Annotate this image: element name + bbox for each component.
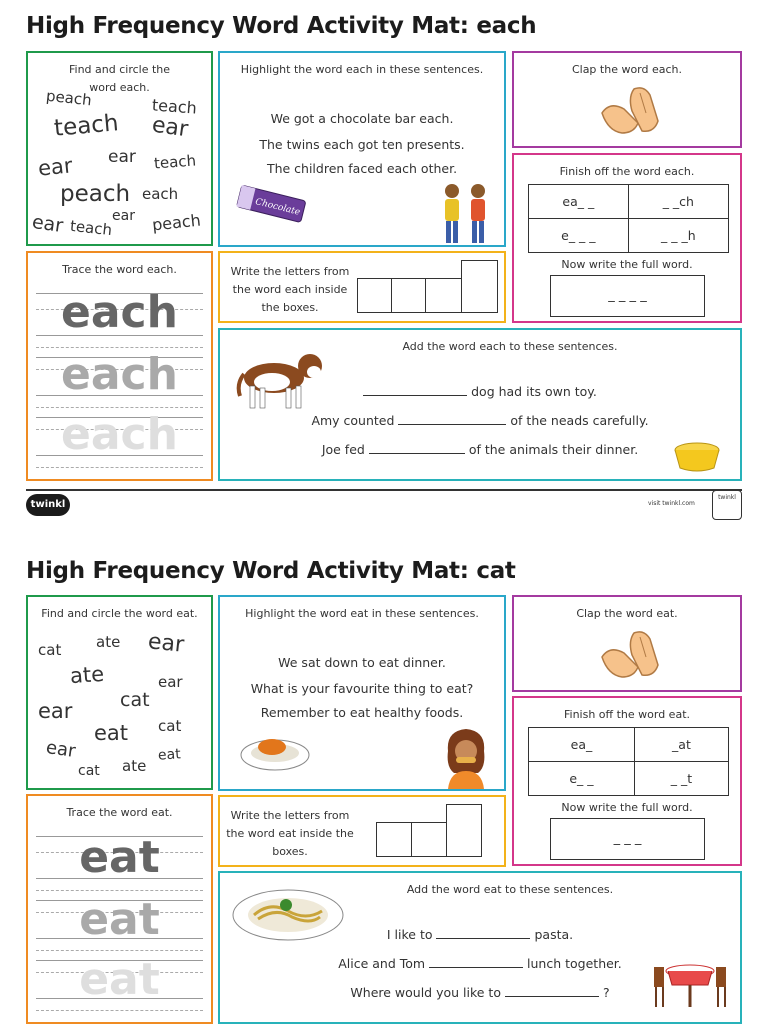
finish-cell[interactable]: e_ _ _ xyxy=(529,219,629,253)
mat1-highlight-instruction: Highlight the word each in these sentences. xyxy=(240,63,484,76)
word-7[interactable]: peach xyxy=(60,181,131,207)
mat1-finish-table xyxy=(528,184,729,253)
mat2-now-write: Now write the full word. xyxy=(561,801,693,814)
mat2-highlight-instruction: Highlight the word eat in these sentences. xyxy=(245,607,479,620)
mat2-add-instruction: Add the word eat to these sentences. xyxy=(406,883,614,896)
finish-cell[interactable]: e_ _ xyxy=(529,762,635,796)
mat2-sentence-3[interactable]: Remember to eat healthy foods. xyxy=(260,705,464,720)
answer-blank[interactable] xyxy=(436,938,530,939)
twins-icon xyxy=(438,181,494,247)
word-4[interactable]: ear xyxy=(36,153,74,181)
mat2-letters-instruction: Write the letters from the word eat inside the boxes. xyxy=(226,809,354,858)
mat1-find-instruction: Find and circle the word each. xyxy=(68,63,171,94)
mat2-finish-table xyxy=(528,727,729,796)
mat2-clap-instruction: Clap the word eat. xyxy=(576,607,678,620)
mat1-sentence-2[interactable]: The twins each got ten presents. xyxy=(259,137,465,152)
mat1-sentence-3[interactable]: The children faced each other. xyxy=(266,161,458,176)
mat1-add-s2-after: of the neads carefully. xyxy=(510,413,649,428)
mat1-title: High Frequency Word Activity Mat: each xyxy=(26,13,537,39)
mat2-highlight-panel xyxy=(218,595,506,791)
finish-cell[interactable]: ea_ _ xyxy=(529,185,629,219)
word-10[interactable]: eat xyxy=(157,746,182,764)
letter-box-4[interactable] xyxy=(461,260,498,313)
word-0[interactable]: peach xyxy=(45,86,93,110)
word-5[interactable]: ear xyxy=(108,147,136,167)
mat1-add-s3-after: of the animals their dinner. xyxy=(468,442,639,457)
trace-word-light[interactable]: each xyxy=(61,409,178,460)
word-12[interactable]: ate xyxy=(122,757,147,775)
trace-word-light[interactable]: eat xyxy=(79,954,160,1005)
letter-box-2[interactable] xyxy=(411,822,447,857)
word-9[interactable]: ear xyxy=(44,737,77,762)
word-6[interactable]: ear xyxy=(38,699,73,723)
mat2-add-sentence-1 xyxy=(220,927,740,942)
mat2-add-s3-before: Where would you like to xyxy=(350,985,501,1000)
letter-box-3[interactable] xyxy=(425,278,462,313)
finish-cell[interactable]: _ _ch xyxy=(628,185,728,219)
word-7[interactable]: eat xyxy=(94,721,129,745)
mat1-trace-instruction: Trace the word each. xyxy=(62,263,177,276)
mat2-add-s2-before: Alice and Tom xyxy=(338,956,426,971)
chocolate-bar-icon xyxy=(234,181,310,229)
word-8[interactable]: each xyxy=(142,185,179,203)
mat2-add-s1-after: pasta. xyxy=(534,927,574,942)
mat1-add-s3-before: Joe fed xyxy=(321,442,365,457)
answer-blank[interactable] xyxy=(369,453,465,454)
word-11[interactable]: cat xyxy=(78,763,100,779)
answer-blank[interactable] xyxy=(363,395,467,396)
mat1-add-s1-after: dog had its own toy. xyxy=(471,384,597,399)
trace-word-dark[interactable]: each xyxy=(61,287,178,338)
mat1-highlight-panel xyxy=(218,51,506,247)
mat1-add-instruction: Add the word each to these sentences. xyxy=(402,340,618,353)
mat2-sentence-1[interactable]: We sat down to eat dinner. xyxy=(278,655,446,670)
mat1-add-s2-before: Amy counted xyxy=(311,413,395,428)
mat2-sentence-2[interactable]: What is your favourite thing to eat? xyxy=(250,681,474,696)
letter-box-1[interactable] xyxy=(357,278,392,313)
word-6[interactable]: teach xyxy=(153,151,197,173)
mat1-add-sentence-3 xyxy=(220,442,740,457)
footer-divider xyxy=(26,489,742,491)
word-12[interactable]: peach xyxy=(151,210,202,235)
letter-box-1[interactable] xyxy=(376,822,412,857)
mat2-letters-panel xyxy=(218,795,506,867)
mat1-clap-instruction: Clap the word each. xyxy=(571,63,683,76)
twinkl-logo[interactable]: twinkl xyxy=(26,494,70,516)
mat2-finish-panel xyxy=(512,696,742,866)
mat2-trace-panel xyxy=(26,794,213,1024)
mat1-trace-panel xyxy=(26,251,213,481)
word-3[interactable]: ear xyxy=(150,112,190,143)
word-9[interactable]: ear xyxy=(112,208,135,224)
trace-word-medium[interactable]: each xyxy=(61,349,178,400)
mat1-now-write: Now write the full word. xyxy=(561,258,693,271)
mat2-add-s3-after: ? xyxy=(602,985,610,1000)
mat1-letters-instruction: Write the letters from the word each inside the boxes. xyxy=(230,265,350,314)
clapping-hands-icon xyxy=(594,83,664,139)
answer-blank[interactable] xyxy=(429,967,523,968)
word-3[interactable]: ate xyxy=(69,661,105,689)
chocolate-label: Chocolate xyxy=(254,197,301,218)
quality-badge: twinkl xyxy=(712,490,742,520)
clapping-hands-icon xyxy=(594,627,664,683)
word-4[interactable]: ear xyxy=(158,673,183,691)
mat1-finish-panel xyxy=(512,153,742,323)
mat2-find-instruction: Find and circle the word eat. xyxy=(41,607,198,620)
dog-icon xyxy=(234,344,326,412)
word-5[interactable]: cat xyxy=(120,689,150,711)
answer-blank[interactable] xyxy=(505,996,599,997)
mat1-clap-panel xyxy=(512,51,742,148)
dog-bowl-icon xyxy=(672,440,722,474)
letter-box-3[interactable] xyxy=(446,804,482,857)
word-1[interactable]: teach xyxy=(151,95,198,118)
word-10[interactable]: ear xyxy=(30,210,65,238)
word-11[interactable]: teach xyxy=(69,216,113,240)
finish-cell[interactable]: ea_ xyxy=(529,728,635,762)
food-plate-icon xyxy=(238,731,312,773)
answer-blank[interactable] xyxy=(398,424,506,425)
mat1-sentence-1[interactable]: We got a chocolate bar each. xyxy=(270,111,454,126)
mat2-clap-panel xyxy=(512,595,742,692)
mat2-title: High Frequency Word Activity Mat: cat xyxy=(26,558,516,584)
visit-twinkl-link[interactable]: visit twinkl.com xyxy=(648,500,695,507)
finish-cell[interactable]: _at xyxy=(634,728,728,762)
table-chairs-icon xyxy=(652,955,728,1011)
mat1-full-word-box[interactable]: _ _ _ _ xyxy=(550,275,705,317)
mat2-add-s1-before: I like to xyxy=(386,927,433,942)
letter-box-2[interactable] xyxy=(391,278,426,313)
mat2-find-panel xyxy=(26,595,213,790)
finish-cell[interactable]: _ _t xyxy=(634,762,728,796)
word-2[interactable]: teach xyxy=(52,110,120,142)
mat1-add-sentence-2 xyxy=(220,413,740,428)
word-1[interactable]: ate xyxy=(96,633,121,651)
trace-word-medium[interactable]: eat xyxy=(79,894,160,945)
mat1-letters-panel xyxy=(218,251,506,323)
mat1-add-sentence-1 xyxy=(220,384,740,399)
mat2-add-s2-after: lunch together. xyxy=(527,956,622,971)
mat2-finish-instruction: Finish off the word eat. xyxy=(563,708,691,721)
mat1-finish-instruction: Finish off the word each. xyxy=(559,165,695,178)
trace-word-dark[interactable]: eat xyxy=(79,832,160,883)
mat2-trace-instruction: Trace the word eat. xyxy=(66,806,173,819)
word-2[interactable]: ear xyxy=(146,629,186,658)
mat1-find-panel xyxy=(26,51,213,246)
word-0[interactable]: cat xyxy=(38,641,62,659)
mat2-full-word-box[interactable]: _ _ _ xyxy=(550,818,705,860)
mat2-add-panel xyxy=(218,871,742,1024)
word-8[interactable]: cat xyxy=(158,717,182,735)
girl-eating-icon xyxy=(442,727,490,789)
finish-cell[interactable]: _ _ _h xyxy=(628,219,728,253)
mat1-add-panel xyxy=(218,328,742,481)
